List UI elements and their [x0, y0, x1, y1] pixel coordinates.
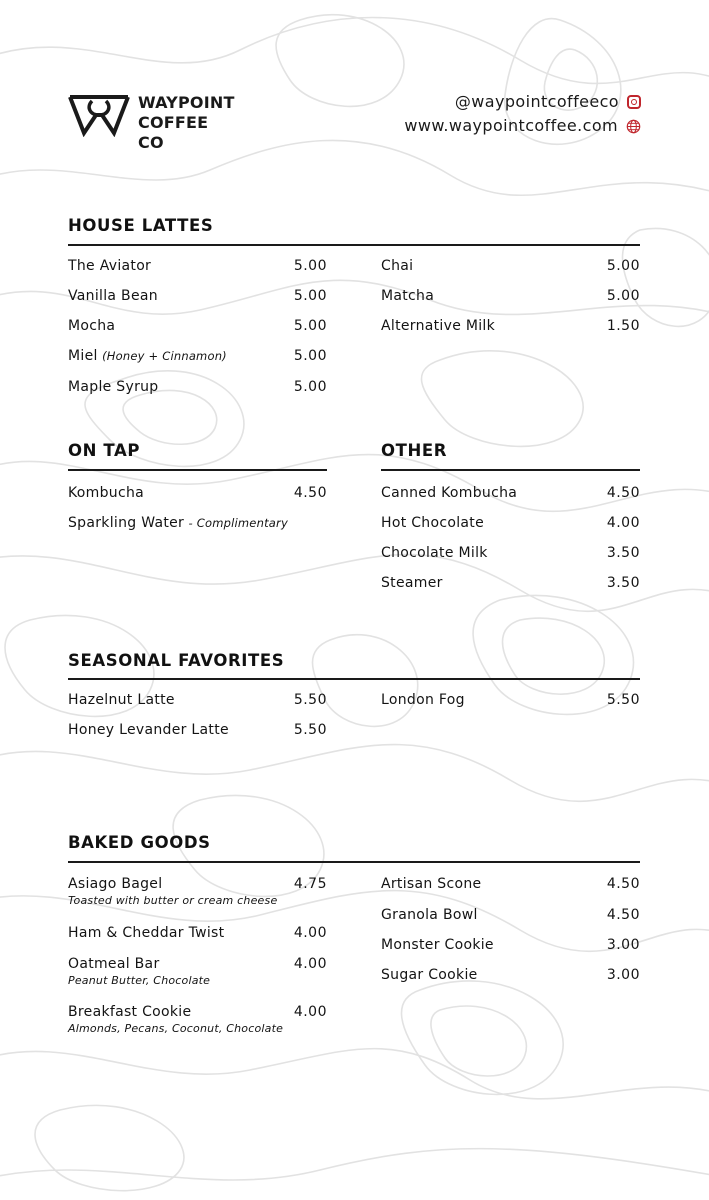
item-price: 4.50	[606, 907, 640, 923]
item-price: 3.50	[606, 545, 640, 561]
menu-item	[68, 484, 327, 502]
item-name: Oatmeal Bar	[68, 956, 160, 972]
item-name: Artisan Scone	[381, 876, 482, 892]
item-price: 5.00	[293, 379, 327, 395]
item-price: 4.00	[293, 1004, 327, 1020]
menu-item	[68, 287, 327, 305]
menu-item	[381, 287, 640, 305]
menu-item	[68, 875, 327, 908]
menu-item	[68, 721, 327, 739]
menu-item	[381, 691, 640, 709]
section-divider	[68, 469, 327, 471]
section-divider	[68, 861, 640, 863]
item-price: 5.00	[293, 348, 327, 364]
item-name: Honey Levander Latte	[68, 722, 229, 738]
item-name: Breakfast Cookie	[68, 1004, 192, 1020]
menu-item	[68, 924, 327, 942]
item-price: 4.50	[606, 485, 640, 501]
menu-item	[381, 544, 640, 562]
section-title-house-lattes: HOUSE LATTES	[68, 216, 214, 235]
item-name: Chai	[381, 258, 414, 274]
item-name: Kombucha	[68, 485, 144, 501]
menu-item	[68, 691, 327, 709]
menu-item	[381, 574, 640, 592]
menu-item	[68, 1003, 327, 1036]
item-name: London Fog	[381, 692, 465, 708]
menu-item	[68, 257, 327, 275]
item-name: Granola Bowl	[381, 907, 478, 923]
menu-item	[381, 966, 640, 984]
section-title-other: OTHER	[381, 441, 448, 460]
item-note: (Honey + Cinnamon)	[102, 349, 227, 363]
item-name: Hazelnut Latte	[68, 692, 175, 708]
item-price: 4.75	[293, 876, 327, 892]
section-divider	[381, 469, 640, 471]
section-divider	[68, 244, 640, 246]
item-name: Alternative Milk	[381, 318, 496, 334]
section-title-baked-goods: BAKED GOODS	[68, 833, 211, 852]
item-name: The Aviator	[68, 258, 152, 274]
menu-item	[381, 906, 640, 924]
item-price: 5.00	[293, 288, 327, 304]
item-name: Hot Chocolate	[381, 515, 484, 531]
item-price: 3.50	[606, 575, 640, 591]
instagram-icon	[627, 95, 641, 109]
item-price: 5.00	[293, 258, 327, 274]
item-description: Peanut Butter, Chocolate	[68, 974, 211, 987]
brand-logo	[68, 93, 235, 152]
item-description: Toasted with butter or cream cheese	[68, 894, 278, 907]
item-price: 4.00	[293, 925, 327, 941]
item-name: Ham & Cheddar Twist	[68, 925, 225, 941]
item-name: Miel	[68, 348, 98, 364]
item-name: Maple Syrup	[68, 379, 159, 395]
menu-item	[68, 378, 327, 396]
section-title-on-tap: ON TAP	[68, 441, 141, 460]
item-price: 3.00	[606, 967, 640, 983]
item-price: 3.00	[606, 937, 640, 953]
website-link[interactable]: www.waypointcoffee.com	[404, 116, 618, 135]
item-description: Almonds, Pecans, Coconut, Chocolate	[68, 1022, 284, 1035]
item-price: 4.00	[293, 956, 327, 972]
item-price: 4.50	[606, 876, 640, 892]
item-price: 5.00	[293, 318, 327, 334]
section-title-seasonal: SEASONAL FAVORITES	[68, 651, 285, 670]
menu-item	[68, 514, 348, 532]
menu-item	[68, 317, 327, 335]
item-name: Vanilla Bean	[68, 288, 158, 304]
item-price: 5.00	[606, 288, 640, 304]
item-price: 5.00	[606, 258, 640, 274]
item-name: Asiago Bagel	[68, 876, 163, 892]
menu-item	[381, 257, 640, 275]
item-price: 1.50	[606, 318, 640, 334]
menu-item	[68, 955, 327, 988]
item-note: - Complimentary	[188, 516, 288, 530]
menu-item	[381, 875, 640, 893]
instagram-handle[interactable]: @waypointcoffeeco	[454, 92, 619, 111]
menu-item	[381, 936, 640, 954]
item-name: Sparkling Water	[68, 515, 185, 531]
contact-info	[404, 90, 641, 138]
menu-item	[68, 347, 327, 365]
item-price: 5.50	[293, 692, 327, 708]
brand-name	[138, 93, 235, 153]
section-divider	[68, 678, 640, 680]
item-name: Monster Cookie	[381, 937, 494, 953]
waypoint-logo-icon	[68, 93, 130, 137]
brand-name-line2: COFFEE CO	[138, 113, 209, 152]
item-price: 4.50	[293, 485, 327, 501]
item-name: Mocha	[68, 318, 116, 334]
menu-item	[381, 514, 640, 532]
item-price: 5.50	[293, 722, 327, 738]
item-name: Sugar Cookie	[381, 967, 478, 983]
menu-item	[381, 484, 640, 502]
item-name: Canned Kombucha	[381, 485, 518, 501]
item-price: 5.50	[606, 692, 640, 708]
item-name: Steamer	[381, 575, 443, 591]
item-price: 4.00	[606, 515, 640, 531]
menu-item	[381, 317, 640, 335]
item-name: Chocolate Milk	[381, 545, 488, 561]
item-name: Matcha	[381, 288, 435, 304]
globe-icon	[626, 119, 641, 134]
brand-name-line1: WAYPOINT	[138, 93, 235, 112]
